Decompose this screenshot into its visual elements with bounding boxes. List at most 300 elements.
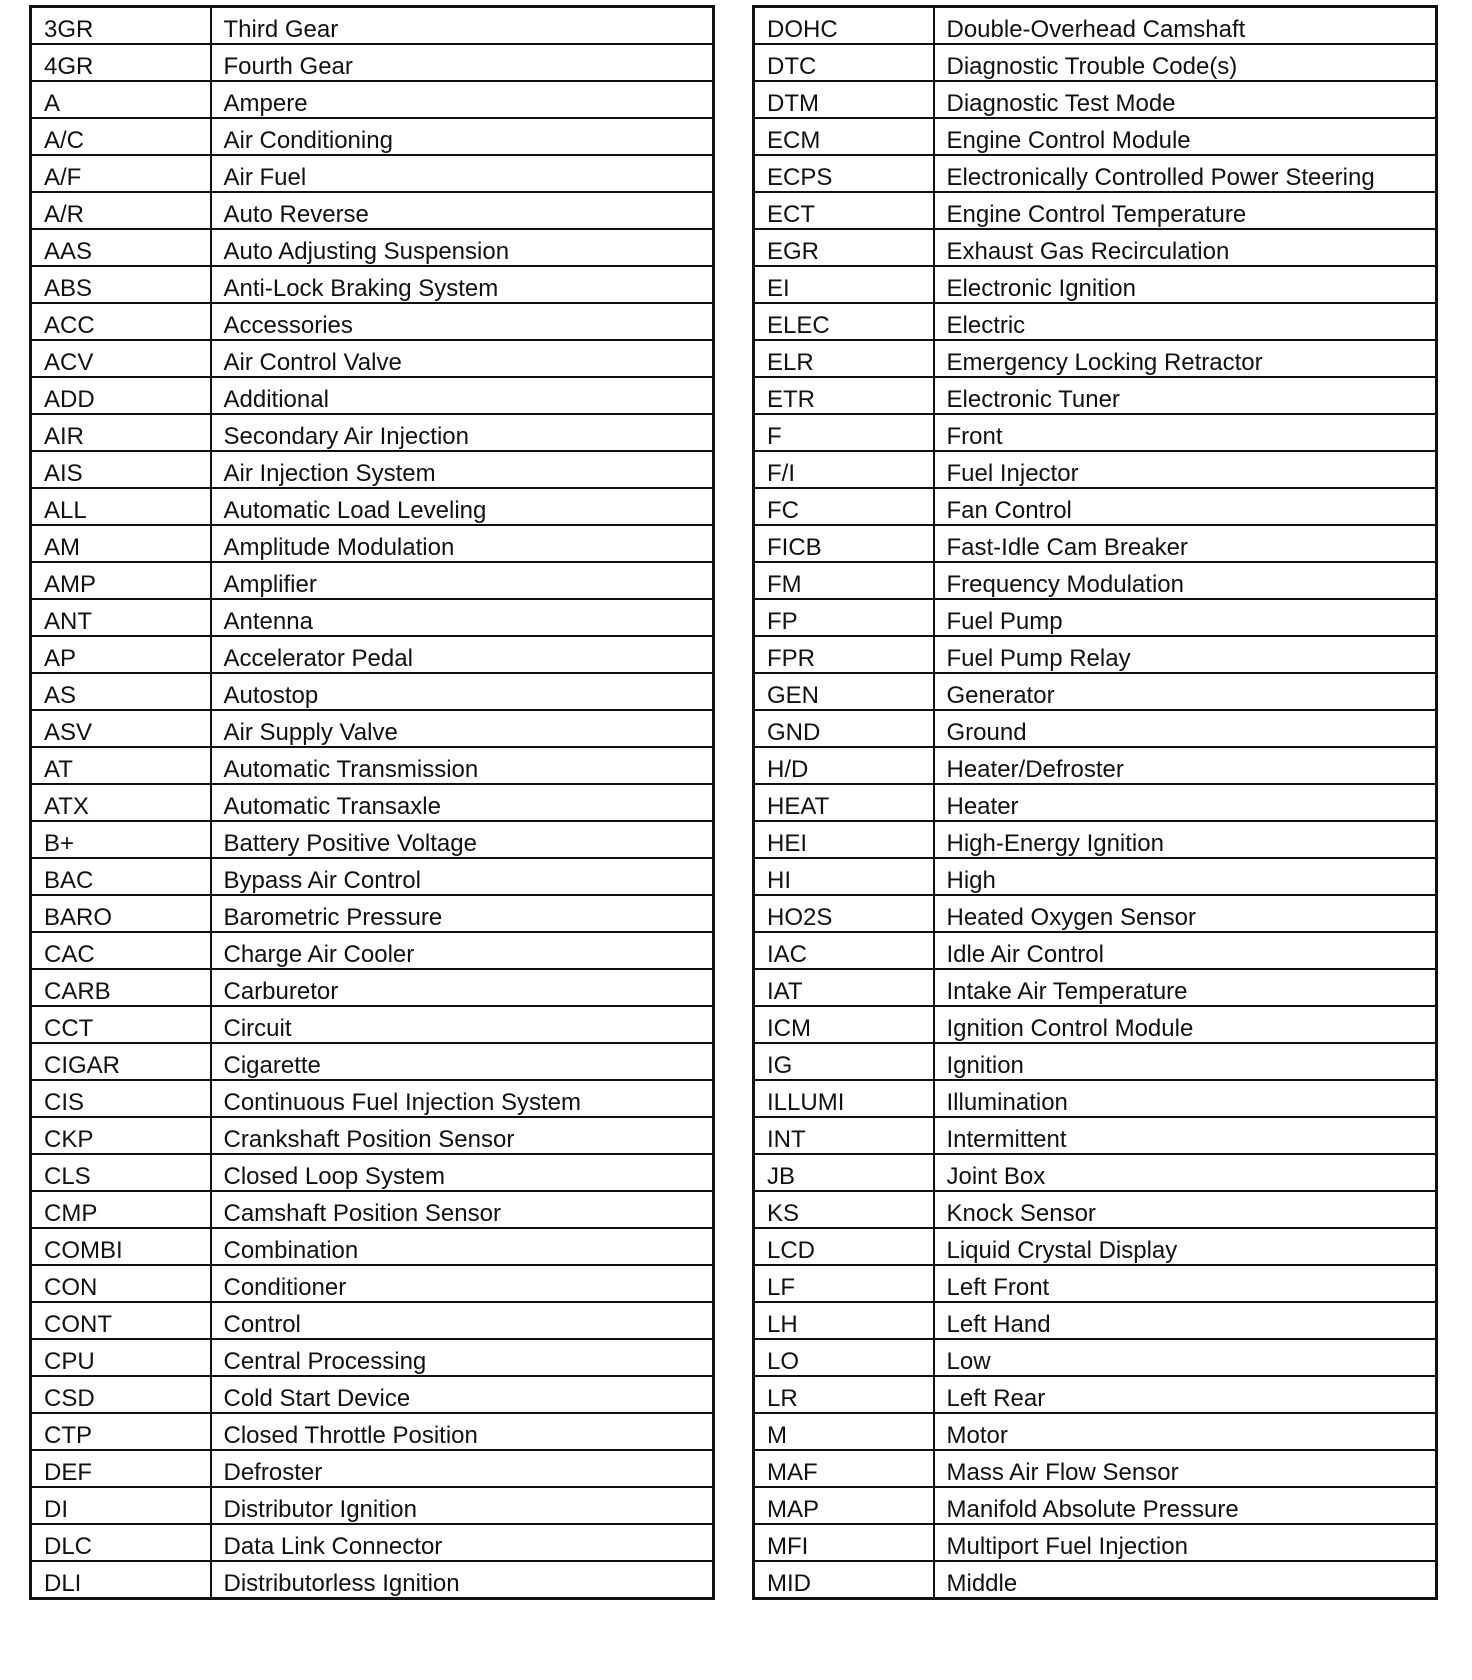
table-row xyxy=(754,414,1437,451)
table-row xyxy=(754,710,1437,747)
abbreviation-cell-text: ETR xyxy=(767,386,815,413)
abbreviation-cell xyxy=(31,44,211,81)
abbreviation-cell xyxy=(31,414,211,451)
table-row xyxy=(31,155,714,192)
table-row xyxy=(754,1413,1437,1450)
abbreviation-cell xyxy=(754,451,934,488)
meaning-cell-text: Ignition Control Module xyxy=(946,1015,1194,1042)
table-row xyxy=(754,377,1437,414)
abbreviation-cell-text: CSD xyxy=(44,1385,95,1412)
meaning-cell xyxy=(211,1228,714,1265)
table-row xyxy=(754,895,1437,932)
meaning-cell-text: Emergency Locking Retractor xyxy=(946,349,1263,376)
meaning-cell xyxy=(934,377,1437,414)
abbreviation-cell xyxy=(754,1413,934,1450)
abbreviation-cell-text: FC xyxy=(767,497,799,524)
abbreviation-cell xyxy=(31,821,211,858)
abbreviation-cell xyxy=(31,673,211,710)
table-row xyxy=(754,673,1437,710)
abbreviation-cell xyxy=(754,562,934,599)
abbreviation-cell-text: GND xyxy=(767,719,821,746)
table-row xyxy=(754,192,1437,229)
table-row xyxy=(754,1117,1437,1154)
abbreviation-cell-text: LO xyxy=(767,1348,800,1375)
abbreviation-cell xyxy=(754,7,934,45)
abbreviation-cell-text: KS xyxy=(767,1200,800,1227)
abbreviation-cell xyxy=(31,155,211,192)
meaning-cell xyxy=(934,932,1437,969)
table-row xyxy=(754,1376,1437,1413)
meaning-cell-text: Charge Air Cooler xyxy=(223,941,415,968)
meaning-cell xyxy=(211,895,714,932)
meaning-cell-text: Electronically Controlled Power Steering xyxy=(946,164,1375,191)
abbreviation-cell xyxy=(31,1487,211,1524)
table-row xyxy=(754,599,1437,636)
meaning-cell-text: High-Energy Ignition xyxy=(946,830,1164,857)
meaning-cell-text: Manifold Absolute Pressure xyxy=(946,1496,1239,1523)
abbreviation-cell xyxy=(754,81,934,118)
table-row xyxy=(754,1487,1437,1524)
abbreviation-cell xyxy=(754,1080,934,1117)
meaning-cell xyxy=(211,636,714,673)
meaning-cell-text: Liquid Crystal Display xyxy=(946,1237,1178,1264)
table-row xyxy=(754,1043,1437,1080)
abbreviation-cell-text: CTP xyxy=(44,1422,92,1449)
abbreviation-cell-text: DLC xyxy=(44,1533,93,1560)
abbreviation-cell-text: A/C xyxy=(44,127,85,154)
meaning-cell-text: Auto Reverse xyxy=(223,201,369,228)
meaning-cell-text: Heater xyxy=(946,793,1019,820)
meaning-cell-text: Joint Box xyxy=(946,1163,1046,1190)
abbreviation-cell-text: CMP xyxy=(44,1200,98,1227)
abbreviation-cell xyxy=(754,1191,934,1228)
abbreviation-cell-text: ILLUMI xyxy=(767,1089,845,1116)
meaning-cell-text: Automatic Transmission xyxy=(223,756,479,783)
table-row xyxy=(754,44,1437,81)
meaning-cell xyxy=(211,1561,714,1599)
abbreviation-cell-text: ELEC xyxy=(767,312,830,339)
meaning-cell xyxy=(934,1006,1437,1043)
table-row xyxy=(31,488,714,525)
abbreviation-cell-text: DOHC xyxy=(767,16,838,43)
abbreviation-cell-text: IAT xyxy=(767,978,803,1005)
meaning-cell-text: Multiport Fuel Injection xyxy=(946,1533,1188,1560)
abbreviation-cell-text: AIR xyxy=(44,423,85,450)
meaning-cell-text: Heated Oxygen Sensor xyxy=(946,904,1196,931)
table-row xyxy=(754,821,1437,858)
abbreviation-cell xyxy=(754,266,934,303)
abbreviation-cell-text: AS xyxy=(44,682,77,709)
meaning-cell xyxy=(934,118,1437,155)
meaning-cell xyxy=(211,118,714,155)
meaning-cell-text: Amplifier xyxy=(223,571,317,598)
table-row xyxy=(754,1561,1437,1599)
table-row xyxy=(754,118,1437,155)
abbreviation-cell xyxy=(31,1117,211,1154)
meaning-cell-text: Circuit xyxy=(223,1015,292,1042)
meaning-cell xyxy=(211,377,714,414)
meaning-cell-text: Additional xyxy=(223,386,329,413)
table-row xyxy=(31,1450,714,1487)
table-row xyxy=(31,858,714,895)
table-row xyxy=(31,895,714,932)
abbreviation-cell-text: DLI xyxy=(44,1570,82,1597)
abbreviation-cell xyxy=(754,414,934,451)
table-row xyxy=(754,932,1437,969)
table-row xyxy=(31,1302,714,1339)
meaning-cell xyxy=(934,1302,1437,1339)
table-row xyxy=(31,932,714,969)
meaning-cell xyxy=(211,1524,714,1561)
abbreviation-cell-text: FPR xyxy=(767,645,815,672)
table-row xyxy=(31,451,714,488)
meaning-cell-text: Middle xyxy=(946,1570,1018,1597)
abbreviation-cell-text: BAC xyxy=(44,867,94,894)
meaning-cell xyxy=(934,1191,1437,1228)
meaning-cell-text: Barometric Pressure xyxy=(223,904,443,931)
abbreviation-cell xyxy=(754,1117,934,1154)
abbreviation-cell xyxy=(31,229,211,266)
abbreviation-cell xyxy=(31,118,211,155)
abbreviation-cell-text: ANT xyxy=(44,608,92,635)
meaning-cell-text: Defroster xyxy=(223,1459,323,1486)
meaning-cell-text: Autostop xyxy=(223,682,319,709)
table-row xyxy=(754,636,1437,673)
abbreviation-cell-text: ICM xyxy=(767,1015,811,1042)
meaning-cell xyxy=(934,1080,1437,1117)
abbreviation-cell-text: AAS xyxy=(44,238,93,265)
meaning-cell xyxy=(934,340,1437,377)
meaning-cell xyxy=(211,562,714,599)
meaning-cell xyxy=(934,192,1437,229)
table-row xyxy=(31,821,714,858)
abbreviation-cell-text: ABS xyxy=(44,275,93,302)
abbreviation-cell xyxy=(31,192,211,229)
abbreviation-cell-text: AP xyxy=(44,645,77,672)
abbreviation-cell xyxy=(31,1524,211,1561)
meaning-cell-text: Continuous Fuel Injection System xyxy=(223,1089,582,1116)
meaning-cell-text: Low xyxy=(946,1348,991,1375)
abbreviation-cell xyxy=(754,192,934,229)
table-row xyxy=(754,229,1437,266)
abbreviation-cell-text: LR xyxy=(767,1385,798,1412)
meaning-cell-text: Generator xyxy=(946,682,1055,709)
meaning-cell-text: Double-Overhead Camshaft xyxy=(946,16,1246,43)
meaning-cell xyxy=(211,414,714,451)
meaning-cell-text: Mass Air Flow Sensor xyxy=(946,1459,1179,1486)
meaning-cell xyxy=(934,1339,1437,1376)
table-row xyxy=(754,1191,1437,1228)
meaning-cell xyxy=(934,747,1437,784)
abbreviation-cell-text: HEAT xyxy=(767,793,830,820)
table-row xyxy=(31,340,714,377)
abbreviation-cell xyxy=(31,525,211,562)
meaning-cell xyxy=(934,1487,1437,1524)
meaning-cell-text: Fuel Injector xyxy=(946,460,1079,487)
abbreviation-cell-text: GEN xyxy=(767,682,820,709)
meaning-cell-text: Illumination xyxy=(946,1089,1068,1116)
meaning-cell xyxy=(211,1413,714,1450)
meaning-cell xyxy=(934,7,1437,45)
abbreviation-cell xyxy=(31,1561,211,1599)
meaning-cell-text: Camshaft Position Sensor xyxy=(223,1200,501,1227)
abbreviation-cell xyxy=(31,1450,211,1487)
table-row xyxy=(31,1561,714,1599)
abbreviation-cell-text: 4GR xyxy=(44,53,94,80)
abbreviation-table-left xyxy=(29,5,715,1600)
abbreviation-cell xyxy=(754,1265,934,1302)
meaning-cell-text: Left Hand xyxy=(946,1311,1051,1338)
table-row xyxy=(754,1524,1437,1561)
abbreviation-cell xyxy=(754,673,934,710)
table-row xyxy=(31,1413,714,1450)
abbreviation-cell xyxy=(754,303,934,340)
abbreviation-cell-text: A/R xyxy=(44,201,85,228)
meaning-cell-text: Cold Start Device xyxy=(223,1385,411,1412)
table-row xyxy=(31,969,714,1006)
meaning-cell xyxy=(934,636,1437,673)
table-row xyxy=(754,1006,1437,1043)
abbreviation-cell xyxy=(31,1043,211,1080)
table-row xyxy=(754,1154,1437,1191)
abbreviation-cell xyxy=(754,599,934,636)
abbreviation-cell-text: COMBI xyxy=(44,1237,123,1264)
abbreviation-cell xyxy=(754,821,934,858)
meaning-cell xyxy=(934,488,1437,525)
meaning-cell xyxy=(934,1413,1437,1450)
meaning-cell-text: Battery Positive Voltage xyxy=(223,830,477,857)
abbreviation-cell xyxy=(754,710,934,747)
meaning-cell-text: Distributorless Ignition xyxy=(223,1570,460,1597)
abbreviation-cell xyxy=(31,451,211,488)
table-row xyxy=(31,747,714,784)
table-row xyxy=(31,44,714,81)
meaning-cell-text: Intermittent xyxy=(946,1126,1067,1153)
table-row xyxy=(31,377,714,414)
meaning-cell xyxy=(211,1339,714,1376)
meaning-cell xyxy=(934,303,1437,340)
meaning-cell-text: High xyxy=(946,867,996,894)
meaning-cell-text: Distributor Ignition xyxy=(223,1496,417,1523)
table-body xyxy=(754,7,1437,1599)
abbreviation-cell-text: JB xyxy=(767,1163,796,1190)
meaning-cell-text: Engine Control Temperature xyxy=(946,201,1247,228)
meaning-cell xyxy=(211,1117,714,1154)
abbreviation-cell-text: ASV xyxy=(44,719,93,746)
abbreviation-cell-text: CPU xyxy=(44,1348,95,1375)
meaning-cell-text: Front xyxy=(946,423,1003,450)
meaning-cell xyxy=(934,1450,1437,1487)
meaning-cell xyxy=(934,525,1437,562)
table-row xyxy=(31,266,714,303)
meaning-cell-text: Automatic Load Leveling xyxy=(223,497,487,524)
abbreviation-cell-text: M xyxy=(767,1422,787,1449)
table-row xyxy=(754,969,1437,1006)
table-row xyxy=(31,229,714,266)
meaning-cell-text: Fan Control xyxy=(946,497,1072,524)
table-row xyxy=(31,1265,714,1302)
meaning-cell-text: Idle Air Control xyxy=(946,941,1104,968)
table-row xyxy=(31,1376,714,1413)
abbreviation-cell-text: AMP xyxy=(44,571,97,598)
meaning-cell xyxy=(211,673,714,710)
meaning-cell xyxy=(934,1376,1437,1413)
abbreviation-cell xyxy=(31,562,211,599)
abbreviation-cell-text: DEF xyxy=(44,1459,92,1486)
table-row xyxy=(31,7,714,45)
abbreviation-cell-text: AIS xyxy=(44,460,83,487)
abbreviation-cell xyxy=(754,44,934,81)
abbreviation-cell-text: FICB xyxy=(767,534,822,561)
abbreviation-cell-text: ACV xyxy=(44,349,94,376)
table-row xyxy=(31,710,714,747)
table-row xyxy=(31,1117,714,1154)
table-row xyxy=(31,192,714,229)
abbreviation-cell xyxy=(31,340,211,377)
abbreviation-cell xyxy=(754,636,934,673)
abbreviation-cell xyxy=(31,1006,211,1043)
abbreviation-cell-text: MAP xyxy=(767,1496,820,1523)
abbreviation-cell xyxy=(31,266,211,303)
abbreviation-cell xyxy=(754,340,934,377)
abbreviation-cell xyxy=(31,81,211,118)
meaning-cell-text: Accelerator Pedal xyxy=(223,645,413,672)
abbreviation-cell-text: EGR xyxy=(767,238,820,265)
abbreviation-cell-text: INT xyxy=(767,1126,806,1153)
abbreviation-cell xyxy=(754,1450,934,1487)
table-row xyxy=(754,488,1437,525)
meaning-cell xyxy=(934,266,1437,303)
table-row xyxy=(31,1191,714,1228)
meaning-cell xyxy=(934,229,1437,266)
meaning-cell xyxy=(934,969,1437,1006)
abbreviation-cell xyxy=(31,1413,211,1450)
meaning-cell-text: Motor xyxy=(946,1422,1008,1449)
abbreviation-cell xyxy=(754,747,934,784)
meaning-cell xyxy=(934,1154,1437,1191)
meaning-cell-text: Heater/Defroster xyxy=(946,756,1124,783)
abbreviation-cell xyxy=(754,895,934,932)
abbreviation-cell-text: IAC xyxy=(767,941,808,968)
table-row xyxy=(31,118,714,155)
abbreviation-cell-text: HEI xyxy=(767,830,808,857)
meaning-cell-text: Anti-Lock Braking System xyxy=(223,275,499,302)
abbreviation-cell xyxy=(754,1561,934,1599)
abbreviation-cell-text: CKP xyxy=(44,1126,94,1153)
meaning-cell-text: Data Link Connector xyxy=(223,1533,443,1560)
meaning-cell xyxy=(211,7,714,45)
table-row xyxy=(31,1080,714,1117)
meaning-cell-text: Bypass Air Control xyxy=(223,867,421,894)
abbreviation-cell-text: LF xyxy=(767,1274,796,1301)
meaning-cell xyxy=(934,44,1437,81)
meaning-cell xyxy=(211,1450,714,1487)
meaning-cell xyxy=(211,229,714,266)
abbreviation-cell-text: CON xyxy=(44,1274,98,1301)
abbreviation-cell xyxy=(31,1228,211,1265)
abbreviation-cell xyxy=(754,1006,934,1043)
table-row xyxy=(31,81,714,118)
abbreviation-cell xyxy=(754,525,934,562)
meaning-cell xyxy=(211,44,714,81)
meaning-cell-text: Air Conditioning xyxy=(223,127,393,154)
meaning-cell-text: Accessories xyxy=(223,312,353,339)
abbreviation-cell xyxy=(31,377,211,414)
abbreviation-cell xyxy=(31,1080,211,1117)
meaning-cell xyxy=(211,266,714,303)
table-row xyxy=(754,1265,1437,1302)
abbreviation-cell-text: CARB xyxy=(44,978,111,1005)
abbreviation-cell xyxy=(31,969,211,1006)
table-row xyxy=(31,525,714,562)
abbreviation-cell xyxy=(754,969,934,1006)
meaning-cell xyxy=(211,747,714,784)
abbreviation-cell xyxy=(31,710,211,747)
table-row xyxy=(754,562,1437,599)
abbreviation-cell-text: CAC xyxy=(44,941,95,968)
meaning-cell-text: Closed Throttle Position xyxy=(223,1422,478,1449)
table-row xyxy=(31,1524,714,1561)
abbreviation-cell xyxy=(31,1376,211,1413)
abbreviation-cell-text: CIS xyxy=(44,1089,85,1116)
table-row xyxy=(31,673,714,710)
meaning-cell xyxy=(211,488,714,525)
meaning-cell-text: Frequency Modulation xyxy=(946,571,1184,598)
abbreviation-cell-text: 3GR xyxy=(44,16,94,43)
abbreviation-cell-text: AM xyxy=(44,534,80,561)
meaning-cell-text: Ignition xyxy=(946,1052,1024,1079)
abbreviation-cell-text: B+ xyxy=(44,830,75,857)
meaning-cell-text: Cigarette xyxy=(223,1052,321,1079)
meaning-cell xyxy=(934,562,1437,599)
meaning-cell xyxy=(934,710,1437,747)
table-row xyxy=(754,1302,1437,1339)
meaning-cell xyxy=(211,1302,714,1339)
meaning-cell-text: Secondary Air Injection xyxy=(223,423,469,450)
table-row xyxy=(754,1228,1437,1265)
meaning-cell xyxy=(934,451,1437,488)
table-row xyxy=(754,340,1437,377)
abbreviation-cell xyxy=(754,377,934,414)
table-row xyxy=(754,155,1437,192)
table-row xyxy=(754,1450,1437,1487)
abbreviation-cell-text: F xyxy=(767,423,782,450)
table-row xyxy=(31,599,714,636)
table-row xyxy=(31,562,714,599)
abbreviation-cell xyxy=(31,1265,211,1302)
meaning-cell xyxy=(934,414,1437,451)
meaning-cell xyxy=(211,451,714,488)
meaning-cell xyxy=(934,858,1437,895)
meaning-cell-text: Fuel Pump Relay xyxy=(946,645,1131,672)
abbreviation-table-right xyxy=(752,5,1438,1600)
meaning-cell-text: Amplitude Modulation xyxy=(223,534,455,561)
meaning-cell-text: Fuel Pump xyxy=(946,608,1063,635)
meaning-cell xyxy=(211,525,714,562)
abbreviation-cell xyxy=(754,1302,934,1339)
abbreviation-cell-text: ECM xyxy=(767,127,821,154)
table-row xyxy=(754,81,1437,118)
abbreviation-cell-text: BARO xyxy=(44,904,113,931)
abbreviation-cell xyxy=(754,1339,934,1376)
meaning-cell xyxy=(934,673,1437,710)
table-row xyxy=(31,1043,714,1080)
meaning-cell-text: Fourth Gear xyxy=(223,53,353,80)
abbreviation-cell xyxy=(31,747,211,784)
abbreviation-cell xyxy=(754,118,934,155)
meaning-cell-text: Carburetor xyxy=(223,978,339,1005)
abbreviation-cell-text: A xyxy=(44,90,61,117)
